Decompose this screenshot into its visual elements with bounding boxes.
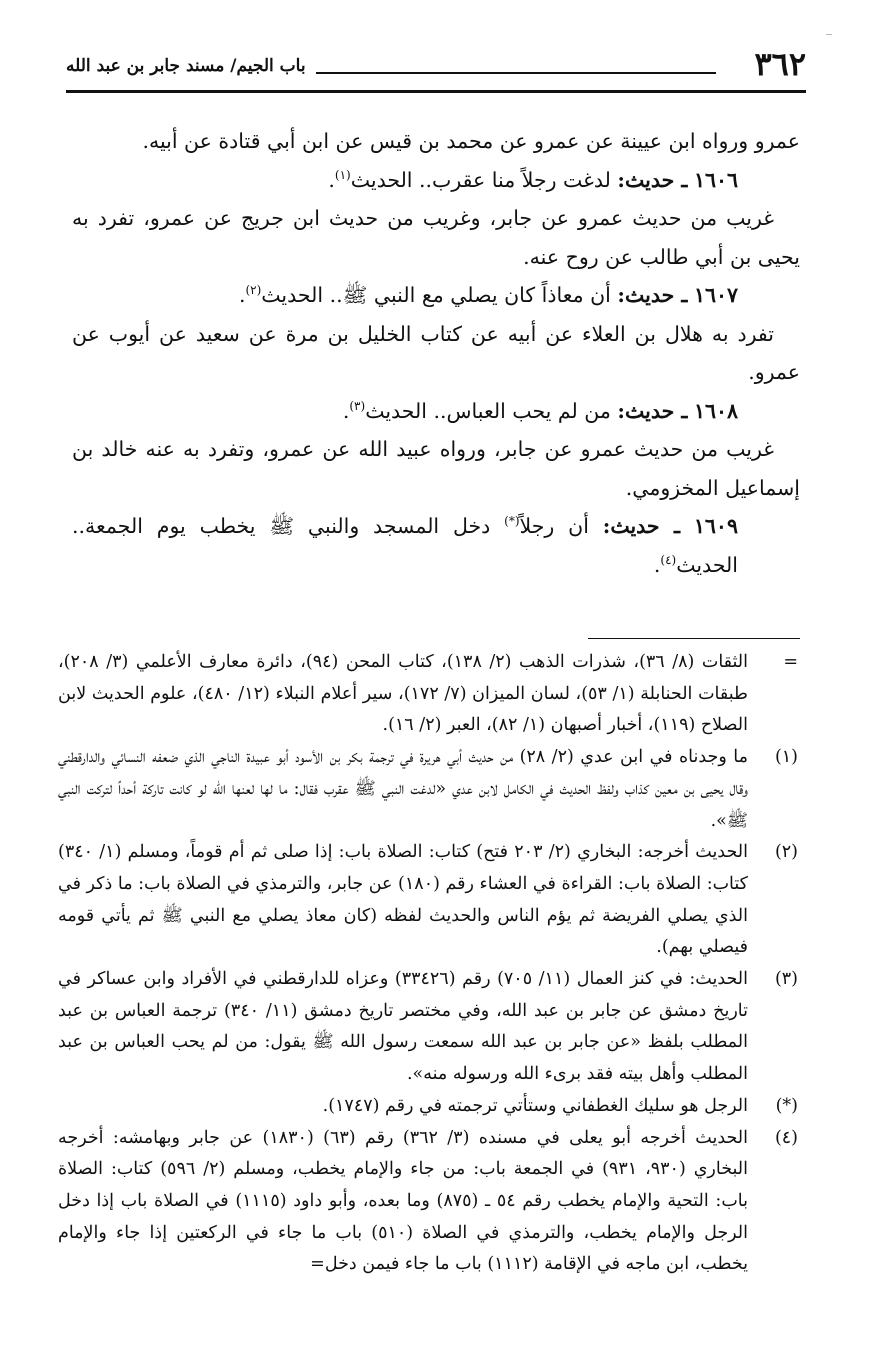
footnote-marker: (٢) [774,842,798,863]
hadith-entry: ١٦٠٨ ـ حديث: من لم يحب العباس.. الحديث$^{(٣)}$. [342,398,738,423]
footnote [58,1123,798,1282]
footnote-marker: (*) [775,1095,798,1116]
hadith-label: حديث: [617,398,675,423]
footnote-marker: (١) [774,747,798,768]
hadith-number: ١٦٠٦ [693,167,738,192]
footnote-text: الحديث أخرجه أبو يعلى في مسنده (٣/ ٣٦٢) رقم (٦٣) (١٨٣٠) عن جابر وبهامشه: أخرجه البخاري (٩٣٠، ٩٣١) في الجمعة باب: من جاء والإمام يخطب، ومسلم (٢/ ٥٩٦) كتاب: الصلاة باب: التحية والإمام يخطب رقم ٥٤ ـ (٨٧٥) وما بعده، وأبو داود (١١١٥) في الصلاة باب إذا دخل الرجل والإمام يخطب، والترمذي في الصلاة (٥١٠) باب ما جاء في الركعتين إذا جاء والإمام يخطب، ابن ماجه في الإقامة (١١١٢) باب ما جاء فيمن دخل= [58,1127,749,1275]
hadith-entry: ١٦٠٩ ـ حديث: أن رجلاً(*) دخل المسجد والنبي ﷺ يخطب يوم الجمعة.. الحديث$^{(٤)}$. [72,514,738,577]
footnote-text: الحديث: في كنز العمال (١١/ ٧٠٥) رقم (٣٣٤٢٦) وعزاه للدارقطني في الأفراد وابن عساكر في تاريخ دمشق عن جابر بن عبد الله، وفي مختصر تاريخ دمشق (١١/ ٣٤٠) ترجمة العباس بن عبد المطلب بلفظ «عن جابر بن عبد الله سمعت رسول الله ﷺ يقول: من لم يحب العباس بن عبد المطلب وأهل بيته فقد برىء الله ورسوله منه». [58,969,749,1085]
hadith-label: حديث: [617,167,675,192]
footnote [58,964,798,1091]
hadith-text: من لم يحب العباس.. الحديث [365,398,611,423]
footnotes [58,647,798,1281]
running-title: باب الجيم/ مسند جابر بن عبد الله [66,56,306,76]
page-number: ٣٦٢ [754,45,806,83]
hadith-text: لدغت رجلاً منا عقرب.. الحديث [350,167,611,192]
footnote [58,837,798,964]
scan-mark [826,34,832,35]
footnote [58,1091,798,1123]
footnote-text: الحديث أخرجه: البخاري (٢/ ٢٠٣ فتح) كتاب: الصلاة باب: إذا صلى ثم أم قوماً، ومسلم (١/ ٣٤٠) كتاب: الصلاة باب: القراءة في العشاء رقم (١٨٠) عن جابر، والترمذي في الصلاة باب: ما ذكر في الذي يصلي الفريضة ثم يؤم الناس والحديث لفظه (كان معاذ يصلي مع النبي ﷺ ثم يأتي قومه فيصلي بهم). [58,842,749,958]
page-header [66,44,806,94]
footnote-text: الثقات (٨/ ٣٦)، شذرات الذهب (٢/ ١٣٨)، كتاب المحن (٩٤)، دائرة معارف الأعلمي (٣/ ٢٠٨)، طبقات الحنابلة (١/ ٥٣)، لسان الميزان (٧/ ١٧٢)، سير أعلام النبلاء (١٢/ ٤٨٠)، علوم الحديث لابن الصلاح (١١٩)، أخبار أصبهان (١/ ٨٢)، العبر (٢/ ١٦). [58,652,748,736]
hadith-label: حديث: [617,283,675,307]
paragraph: عمرو ورواه ابن عيينة عن عمرو عن محمد بن قيس عن ابن أبي قتادة عن أبيه. [142,129,800,153]
header-rule [66,90,806,93]
footnote-ref: (١) [334,167,351,182]
footnote-marker: (٣) [774,969,798,990]
footnote-marker: (٤) [774,1127,798,1148]
hadith-text: أن معاذاً كان يصلي مع النبي ﷺ.. الحديث [261,283,611,307]
hadith-number: ١٦٠٩ [693,514,738,538]
paragraph: تفرد به هلال بن العلاء عن أبيه عن كتاب الخليل بن مرة عن سعيد عن أيوب عن عمرو. [72,321,800,384]
main-text [72,122,800,584]
paragraph: غريب من حديث عمرو عن جابر، وغريب من حديث ابن جريج عن عمرو، تفرد به يحيى بن أبي طالب عن روح عنه. [72,206,800,269]
paragraph: غريب من حديث عمرو عن جابر، ورواه عبيد الله عن عمرو، وتفرد به عنه خالد بن إسماعيل المخزومي. [72,437,800,500]
footnote-ref: (٢) [245,283,262,298]
hadith-entry: ١٦٠٦ ـ حديث: لدغت رجلاً منا عقرب.. الحديث$^{(١)}$. [328,167,738,192]
footnote [58,742,798,837]
footnote-ref: (٤) [660,552,677,567]
footnote-ref: (٣) [349,398,366,413]
footnote-ref: (*) [504,514,520,529]
header-fill-line [316,72,716,74]
hadith-label: حديث: [602,514,660,538]
hadith-text: أن رجلاً [519,514,589,538]
footnote-text: الرجل هو سليك الغطفاني وستأتي ترجمته في رقم (١٧٤٧). [322,1095,748,1116]
hadith-number: ١٦٠٨ [693,398,738,423]
hadith-number: ١٦٠٧ [693,283,738,307]
footnote [58,647,798,742]
footnote-marker: = [783,652,798,672]
footnote-text: ما وجدناه في ابن عدي (٢/ ٢٨) من حديث أبي هريرة في ترجمة بكر بن الأسود أبو عبيدة الناجي الذي ضعفه النسائي والدارقطني وقال يحيى بن معين كذاب ولفظ الحديث في الكامل لابن عدي «لدغت النبي ﷺ عقرب فقال: ما لها لعنها الله لو كانت تاركة أحداً لتركت النبي ﷺ». [58,747,748,831]
hadith-entry: ١٦٠٧ ـ حديث: أن معاذاً كان يصلي مع النبي ﷺ.. الحديث$^{(٢)}$. [238,283,738,307]
footnote-separator [588,638,800,639]
hadith-text: دخل المسجد والنبي ﷺ يخطب يوم الجمعة.. الحديث [72,514,738,577]
